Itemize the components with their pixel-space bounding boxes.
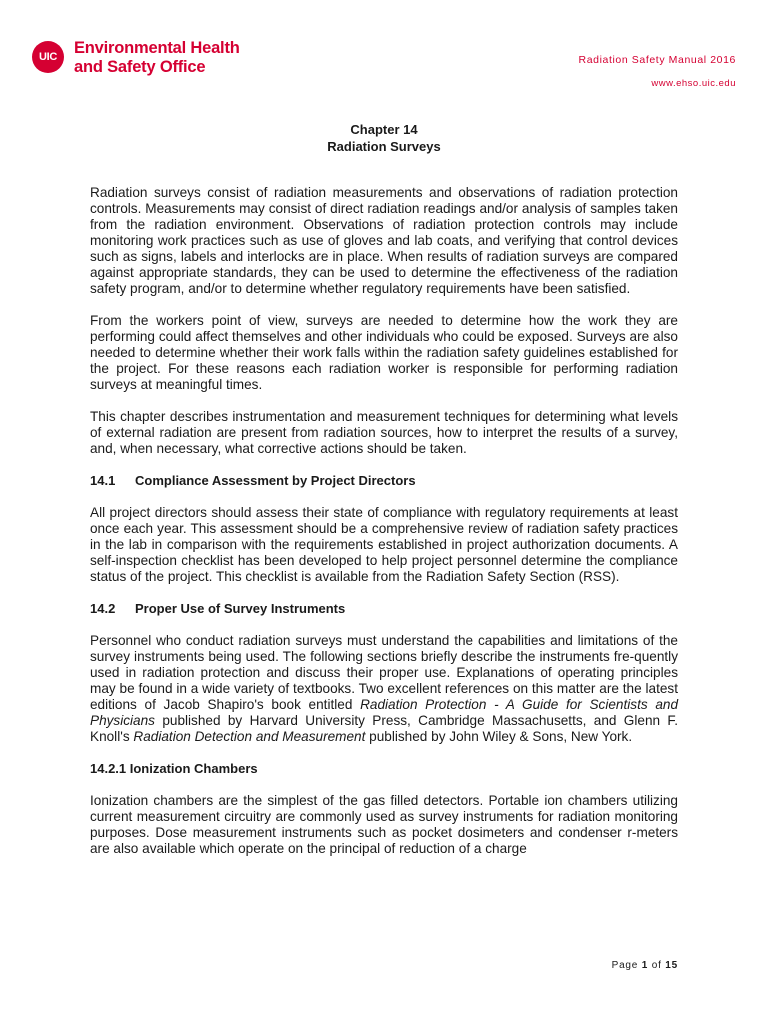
total-pages: 15 xyxy=(665,960,678,971)
chapter-heading xyxy=(0,121,768,155)
org-name xyxy=(74,39,240,77)
page-label: Page xyxy=(611,960,639,971)
section-title: Proper Use of Survey Instruments xyxy=(135,601,346,616)
uic-logo: UIC xyxy=(32,41,64,73)
section-heading-14-1 xyxy=(90,473,678,489)
chapter-title: Radiation Surveys xyxy=(327,139,441,154)
document-body xyxy=(90,185,678,873)
paragraph-intro: Radiation surveys consist of radiation measurements and observations of radiation protection controls. Measurements may consist of direct radiation readings and/or analysis of samples taken from the radiation environment. Observations of radiation protection controls may include monitoring work practices such as use of gloves and lab coats, and verifying that control devices such as signs, labels and interlocks are in place. When results of radiation surveys are compared against appropriate standards, they can be used to determine the effectiveness of the radiation safety program, and/or to determine whether regulatory requirements have been satisfied. xyxy=(90,185,678,296)
section-heading-14-2 xyxy=(90,601,678,617)
book-title: Radiation Detection and Measurement xyxy=(133,729,366,744)
book-title: Radiation Protection - A Guide for Scientists and Physicians xyxy=(90,697,679,728)
page-number: 1 xyxy=(641,960,649,971)
manual-title: Radiation Safety Manual 2016 xyxy=(578,54,736,66)
org-name-line2: and Safety Office xyxy=(74,58,206,76)
paragraph-ionization-chambers: Ionization chambers are the simplest of the gas filled detectors. Portable ion chambers utilizing current measurement circuitry are commonly used as survey instruments for radiation monitoring purposes. Dose measurement instruments such as pocket dosimeters and condenser r-meters are also available which operate on the principal of reduction of a charge xyxy=(90,793,678,856)
page-header xyxy=(30,38,738,98)
of-label: of xyxy=(651,960,662,971)
text-run: published by John Wiley & Sons, New York. xyxy=(365,729,633,744)
text-run: Personnel who conduct radiation surveys must understand the capabilities and limitations of the survey instruments being used. The following sections briefly describe the instruments fre-quently used in radiation protection and discuss their proper use. Explanations of operating principles may be found in a wide variety of textbooks. Two excellent references on this matter are the latest editions of Jacob Shapiro's book entitled xyxy=(90,633,678,712)
page-footer xyxy=(612,960,678,971)
section-number: 14.2 xyxy=(90,601,116,616)
paragraph-chapter-scope: This chapter describes instrumentation and measurement techniques for determining what levels of external radiation are present from radiation sources, how to interpret the results of a survey, and, when necessary, what corrective actions should be taken. xyxy=(90,409,678,456)
website-link[interactable]: www.ehso.uic.edu xyxy=(651,78,736,89)
paragraph-workers-view: From the workers point of view, surveys are needed to determine how the work they are performing could affect themselves and other individuals who could be exposed. Surveys are also needed to determine whether their work falls within the radiation safety guidelines established for the project. For these reasons each radiation worker is responsible for performing radiation surveys at meaningful times. xyxy=(90,313,678,392)
text-run: published by Harvard University Press, Cambridge Massachusetts, and Glenn F. Knoll's xyxy=(90,713,678,744)
section-heading-14-2-1: 14.2.1 Ionization Chambers xyxy=(90,761,258,776)
section-title: Compliance Assessment by Project Directors xyxy=(135,473,416,488)
chapter-number: Chapter 14 xyxy=(350,122,418,137)
section-number: 14.1 xyxy=(90,473,116,488)
org-name-line1: Environmental Health xyxy=(74,39,240,57)
paragraph-survey-instruments xyxy=(90,633,678,745)
paragraph-compliance: All project directors should assess their state of compliance with regulatory requirements at least once each year. This assessment should be a comprehensive review of radiation safety practices in the lab in comparison with the requirements established in project authorization documents. A self-inspection checklist has been developed to help project personnel determine the compliance status of the project. This checklist is available from the Radiation Safety Section (RSS). xyxy=(90,505,678,584)
